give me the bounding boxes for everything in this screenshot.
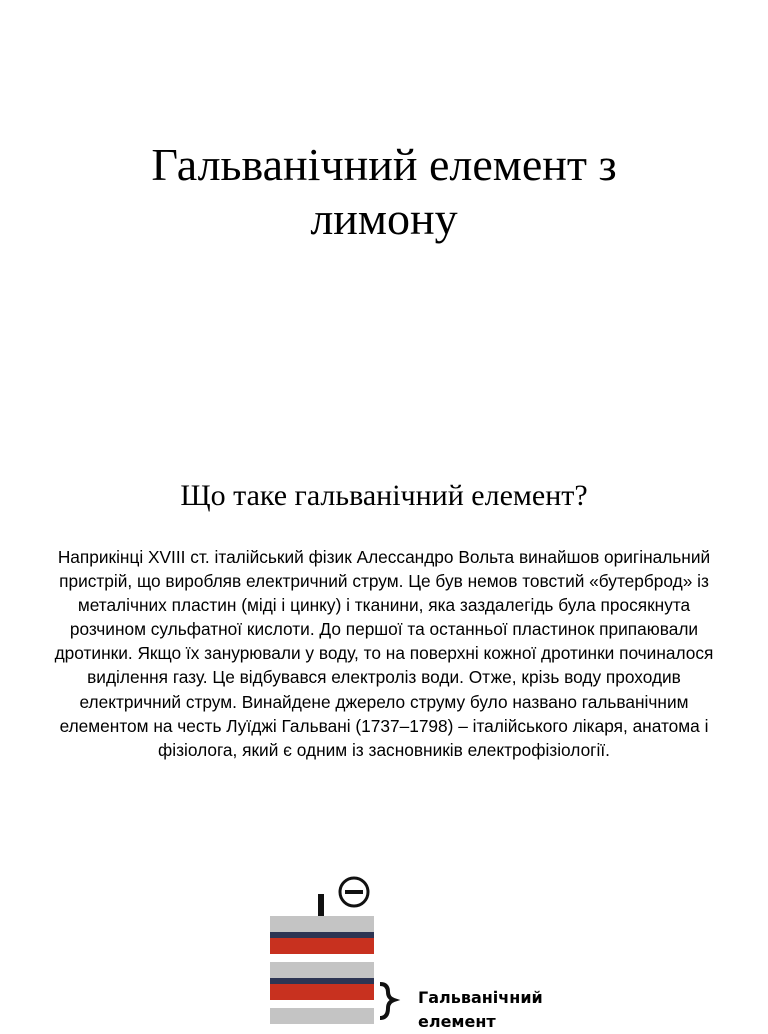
copper-plate [270, 984, 374, 1000]
slide-title: Гальванічний елемент з лимону [151, 139, 617, 244]
minus-sign-icon [345, 890, 363, 894]
zinc-plate [270, 962, 374, 978]
gap-layer [270, 954, 374, 962]
copper-plate [270, 938, 374, 954]
cloth-layer [270, 978, 374, 984]
zinc-plate [270, 1008, 374, 1024]
section-heading: Що таке гальванічний елемент? [180, 479, 588, 512]
galvanic-cell-figure [250, 872, 650, 1031]
gap-layer [270, 1000, 374, 1008]
brace-icon [380, 984, 394, 1018]
figure-label-line1: Гальванічний [418, 988, 543, 1007]
body-paragraph: Наприкінці XVIII ст. італійський фізик Алессандро Вольта винайшов оригінальний пристрій, що виробляв електричний струм. Це був немов товстий «бутерброд» із металічних пластин (міді і цинку) і тканини, яка заздалегідь була просякнута розчином сульфатної кислоти. До першої та останньої пластинок припаювали дротинки. Якщо їх занурювали у воду, то на поверхні кожної дротинки починалося виділення газу. Це відбувався електроліз води. Отже, крізь воду проходив електричний струм. Винайдене джерело струму було названо гальванічним елементом на честь Луїджі Гальвані (1737–1798) – італійського лікаря, анатома і фізіолога, який є одним із засновників електрофізіології. [54, 547, 714, 760]
figure-label [418, 986, 543, 1034]
zinc-plate [270, 916, 374, 932]
figure-label-line2: елемент [418, 1012, 496, 1031]
terminal-wire [318, 894, 324, 916]
cloth-layer [270, 932, 374, 938]
plate-stack [270, 916, 374, 1024]
